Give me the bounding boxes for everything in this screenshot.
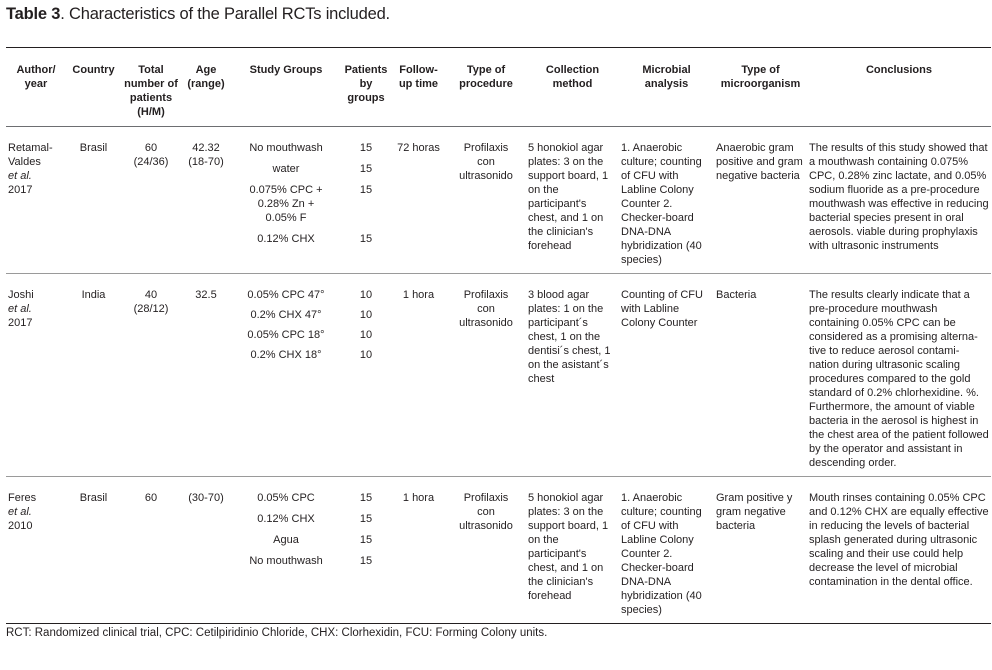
table-caption-text: . Characteristics of the Parallel RCTs included.: [60, 5, 390, 23]
patients-item: 15: [359, 492, 373, 504]
header-conclusions: Conclusions: [807, 48, 991, 127]
header-patients: Patients by groups: [341, 48, 391, 127]
group-item: 0.12% CHX: [257, 233, 315, 245]
microbial-cell: 1. Anaerobic culture; counting of CFU with Labline Colony Counter 2. Checker-board DNA-DNA hybridization (40 species): [621, 492, 702, 616]
followup-cell: 1 hora: [402, 492, 435, 504]
conclusions-cell: Mouth rinses containing 0.05% CPC and 0.12% CHX are equally effective in reducing the levels of bacterial splash generated during ultrasonic scaling and their use could help decrease the level of microbial contamination in the dental office.: [809, 492, 989, 588]
patients-item: 15: [359, 233, 373, 245]
group-item: 0.075% CPC + 0.28% Zn + 0.05% F: [249, 184, 323, 224]
total-hm-cell: (24/36): [133, 156, 169, 168]
table-row: [6, 477, 991, 624]
patients-item: 10: [359, 309, 373, 321]
header-country: Country: [66, 48, 121, 127]
conclusions-cell: The results of this study showed that a mouthwash containing 0.075% CPC, 0.28% zinc lactate, and 0.05% sodium fluoride as a pre-procedure mouthwash was effective in reducing bacterial species present in oral aerosols. viable during prophylaxis with ultrasonic instruments: [809, 142, 989, 252]
author-year: 2017: [8, 184, 33, 196]
country-cell: Brasil: [79, 142, 108, 154]
table-container: [6, 47, 991, 624]
age-cell: 42.32: [192, 142, 220, 154]
collection-cell: 5 honokiol agar plates: 3 on the support board, 1 on the participant's chest, and 1 on the clinician's forehead: [528, 492, 609, 602]
header-collection: Collection method: [526, 48, 619, 127]
microorganism-cell: Anaerobic gram positive and gram negative bacteria: [716, 142, 803, 182]
table-row: [6, 127, 991, 274]
total-hm-cell: (28/12): [133, 303, 169, 315]
group-item: 0.2% CHX 18°: [250, 349, 322, 361]
procedure-cell: Profilaxis con ultrasonido: [459, 142, 513, 182]
total-cell: 60: [144, 492, 158, 504]
total-cell: 40: [144, 289, 158, 301]
microbial-cell: 1. Anaerobic culture; counting of CFU with Labline Colony Counter 2. Checker-board DNA-DNA hybridization (40 species): [621, 142, 702, 266]
group-item: 0.12% CHX: [257, 513, 315, 525]
country-cell: Brasil: [79, 492, 108, 504]
rct-table: [6, 47, 991, 624]
patients-item: 15: [359, 142, 373, 154]
header-procedure: Type of procedure: [446, 48, 526, 127]
author-name: Feres: [8, 492, 37, 504]
group-item: 0.2% CHX 47°: [250, 309, 322, 321]
author-name: Retamal-Valdes: [8, 142, 53, 168]
age-cell: (30-70): [188, 492, 224, 504]
header-total: Total number of patients (H/M): [121, 48, 181, 127]
header-microorganism: Type of microorganism: [714, 48, 807, 127]
patients-item: 15: [359, 184, 373, 196]
header-author: Author/ year: [6, 48, 66, 127]
procedure-cell: Profilaxis con ultrasonido: [459, 492, 513, 532]
age-range-cell: (18-70): [188, 156, 224, 168]
microorganism-cell: Bacteria: [716, 289, 757, 301]
table-caption-label: Table 3: [6, 5, 61, 23]
conclusions-cell: The results clearly indicate that a pre-procedure mouthwash containing 0.05% CPC can be considered as a promising alterna-tive to reduce aerosol contami-nation during ultrasonic scaling procedures compared to the gold standard of 0.2% chlorhexidine. %. Furthermore, the amount of viable bacteria in the aerosol is highest in the chest area of the patient followed by the operator and assistant in descending order.: [809, 289, 989, 469]
microorganism-cell: Gram positive y gram negative bacteria: [716, 492, 793, 532]
group-item: 0.05% CPC: [257, 492, 315, 504]
author-etal: et al.: [8, 506, 32, 518]
group-item: 0.05% CPC 47°: [247, 289, 325, 301]
group-item: 0.05% CPC 18°: [247, 329, 325, 341]
patients-item: 10: [359, 289, 373, 301]
header-followup: Follow-up time: [391, 48, 446, 127]
author-name: Joshi: [8, 289, 34, 301]
patients-item: 15: [359, 163, 373, 175]
patients-item: 15: [359, 513, 373, 525]
followup-cell: 1 hora: [402, 289, 435, 301]
author-year: 2017: [8, 317, 33, 329]
author-year: 2010: [8, 520, 33, 532]
group-item: No mouthwash: [249, 555, 323, 567]
author-etal: et al.: [8, 170, 32, 182]
table-footnote: RCT: Randomized clinical trial, CPC: Cetilpiridinio Chloride, CHX: Clorhexidin, FCU: Forming Colony units.: [6, 627, 548, 639]
author-etal: et al.: [8, 303, 32, 315]
country-cell: India: [81, 289, 106, 301]
followup-cell: 72 horas: [397, 142, 440, 154]
patients-item: 15: [359, 534, 373, 546]
microbial-cell: Counting of CFU with Labline Colony Counter: [621, 289, 703, 329]
collection-cell: 5 honokiol agar plates: 3 on the support board, 1 on the participant's chest, and 1 on the clinician's forehead: [528, 142, 609, 252]
procedure-cell: Profilaxis con ultrasonido: [459, 289, 513, 329]
patients-item: 10: [359, 329, 373, 341]
age-cell: 32.5: [195, 289, 217, 301]
header-age: Age (range): [181, 48, 231, 127]
table-row: [6, 274, 991, 477]
table-caption: [6, 5, 390, 24]
collection-cell: 3 blood agar plates: 1 on the participant´s chest, 1 on the dentisi´s chest, 1 on the asistant´s chest: [528, 289, 611, 385]
patients-item: 15: [359, 555, 373, 567]
group-item: water: [272, 163, 300, 175]
group-item: Agua: [273, 534, 299, 546]
total-cell: 60: [144, 142, 158, 154]
header-row: [6, 48, 991, 127]
patients-item: 10: [359, 349, 373, 361]
header-groups: Study Groups: [231, 48, 341, 127]
group-item: No mouthwash: [249, 142, 323, 154]
header-microbial: Microbial analysis: [619, 48, 714, 127]
